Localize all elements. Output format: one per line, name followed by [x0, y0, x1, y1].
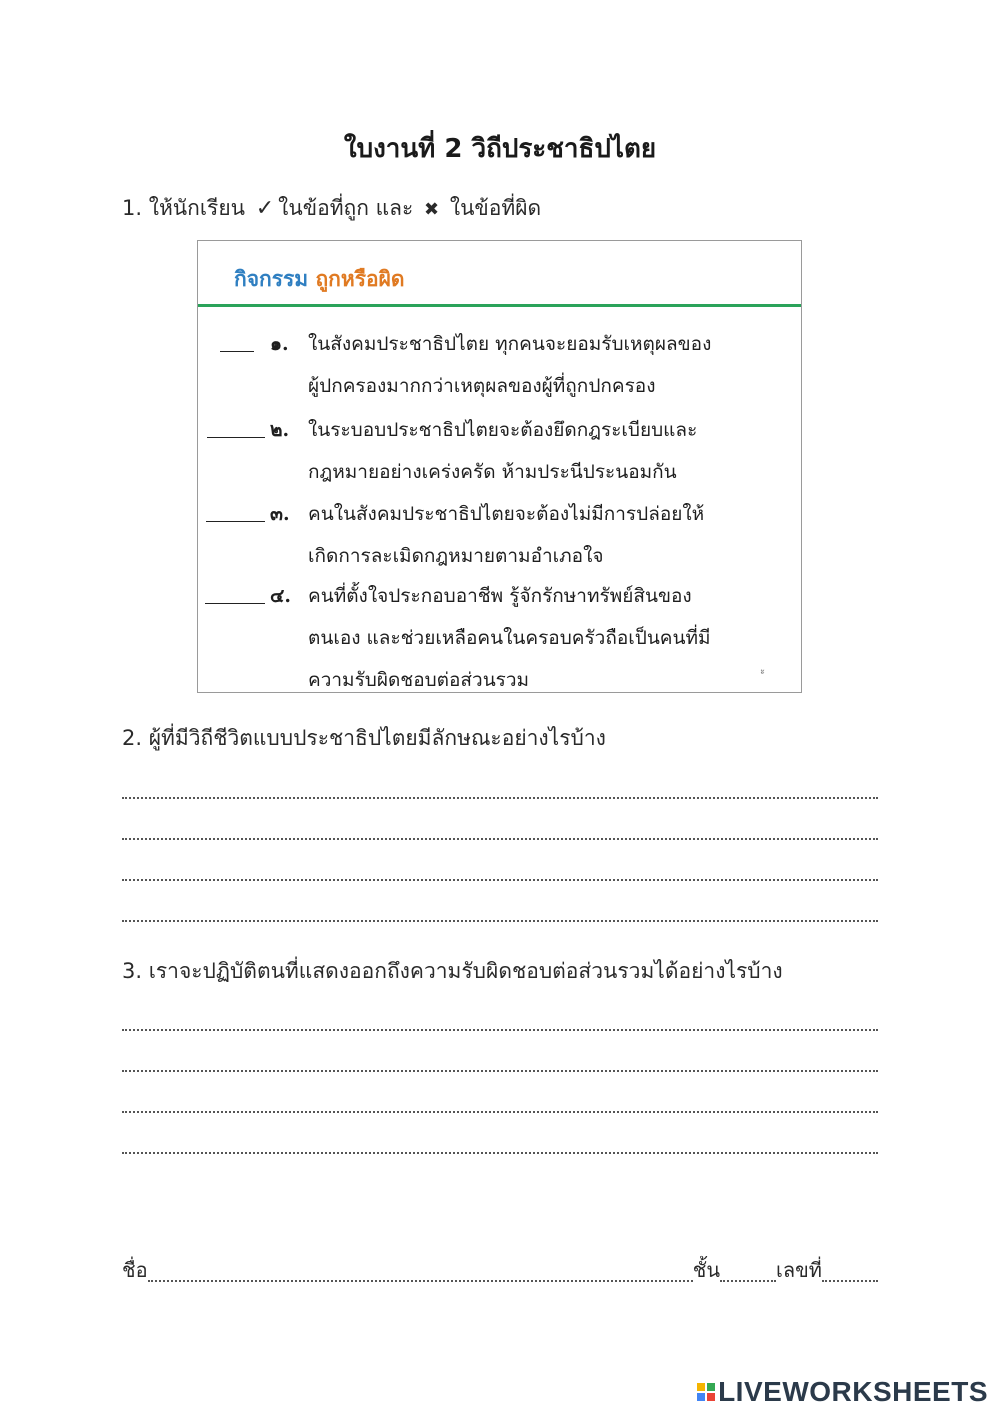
question-1-prefix: 1. ให้นักเรียน: [122, 196, 245, 220]
answer-line[interactable]: [122, 879, 878, 881]
item-number: ๒.: [270, 419, 290, 441]
number-field[interactable]: [822, 1280, 878, 1282]
item-text-line: ตนเอง และช่วยเหลือคนในครอบครัวถือเป็นคนที่มี: [308, 627, 711, 649]
answer-line[interactable]: [122, 838, 878, 840]
corner-mark: ะ: [760, 667, 765, 677]
answer-line[interactable]: [122, 1070, 878, 1072]
activity-box: [197, 240, 802, 693]
item-text-line: คนในสังคมประชาธิปไตยจะต้องไม่มีการปล่อยให้: [308, 503, 705, 525]
answer-line[interactable]: [122, 797, 878, 799]
question-1: [122, 192, 541, 225]
class-field[interactable]: [720, 1280, 776, 1282]
activity-heading-part2: ถูกหรือผิด: [315, 266, 405, 291]
activity-heading-part1: กิจกรรม: [234, 266, 309, 291]
logo-text: LIVEWORKSHEETS: [718, 1376, 988, 1407]
question-1-suffix: ในข้อที่ผิด: [449, 196, 542, 220]
answer-line[interactable]: [122, 1029, 878, 1031]
name-field[interactable]: [148, 1280, 693, 1282]
student-info: [122, 1254, 878, 1286]
item-number: ๑.: [270, 333, 289, 355]
number-label: เลขที่: [776, 1258, 822, 1282]
answer-blank-2[interactable]: [207, 419, 265, 438]
question-1-middle: ในข้อที่ถูก และ: [278, 196, 414, 220]
worksheet-title: ใบงานที่ 2 วิถีประชาธิปไตย: [343, 134, 657, 164]
item-number: ๔.: [270, 585, 291, 607]
liveworksheets-logo: [697, 1376, 988, 1408]
item-text-line: ผู้ปกครองมากกว่าเหตุผลของผู้ที่ถูกปกครอง: [308, 375, 656, 397]
heading-divider: [198, 304, 801, 307]
cross-mark-icon: ✖: [424, 199, 440, 220]
answer-blank-1[interactable]: [220, 333, 254, 352]
answer-line[interactable]: [122, 920, 878, 922]
answer-blank-3[interactable]: [206, 503, 265, 522]
item-number: ๓.: [270, 503, 290, 525]
name-label: ชื่อ: [122, 1258, 148, 1282]
item-text-line: เกิดการละเมิดกฎหมายตามอำเภอใจ: [308, 545, 604, 567]
item-text-line: ในระบอบประชาธิปไตยจะต้องยึดกฎระเบียบและ: [308, 419, 698, 441]
item-text-line: คนที่ตั้งใจประกอบอาชีพ รู้จักรักษาทรัพย์สินของ: [308, 585, 692, 607]
answer-blank-4[interactable]: [205, 585, 265, 604]
question-2: 2. ผู้ที่มีวิถีชีวิตแบบประชาธิปไตยมีลักษณะอย่างไรบ้าง: [122, 726, 606, 750]
item-text-line: ในสังคมประชาธิปไตย ทุกคนจะยอมรับเหตุผลของ: [308, 333, 712, 355]
answer-line[interactable]: [122, 1152, 878, 1154]
answer-line[interactable]: [122, 1111, 878, 1113]
activity-heading: [234, 263, 405, 296]
class-label: ชั้น: [692, 1258, 721, 1282]
check-mark-icon: ✓: [255, 196, 275, 221]
item-text-line: ความรับผิดชอบต่อส่วนรวม: [308, 669, 530, 691]
logo-icon: [697, 1383, 715, 1401]
item-text-line: กฎหมายอย่างเคร่งครัด ห้ามประนีประนอมกัน: [308, 461, 677, 483]
question-3: 3. เราจะปฏิบัติตนที่แสดงออกถึงความรับผิดชอบต่อส่วนรวมได้อย่างไรบ้าง: [122, 959, 783, 983]
